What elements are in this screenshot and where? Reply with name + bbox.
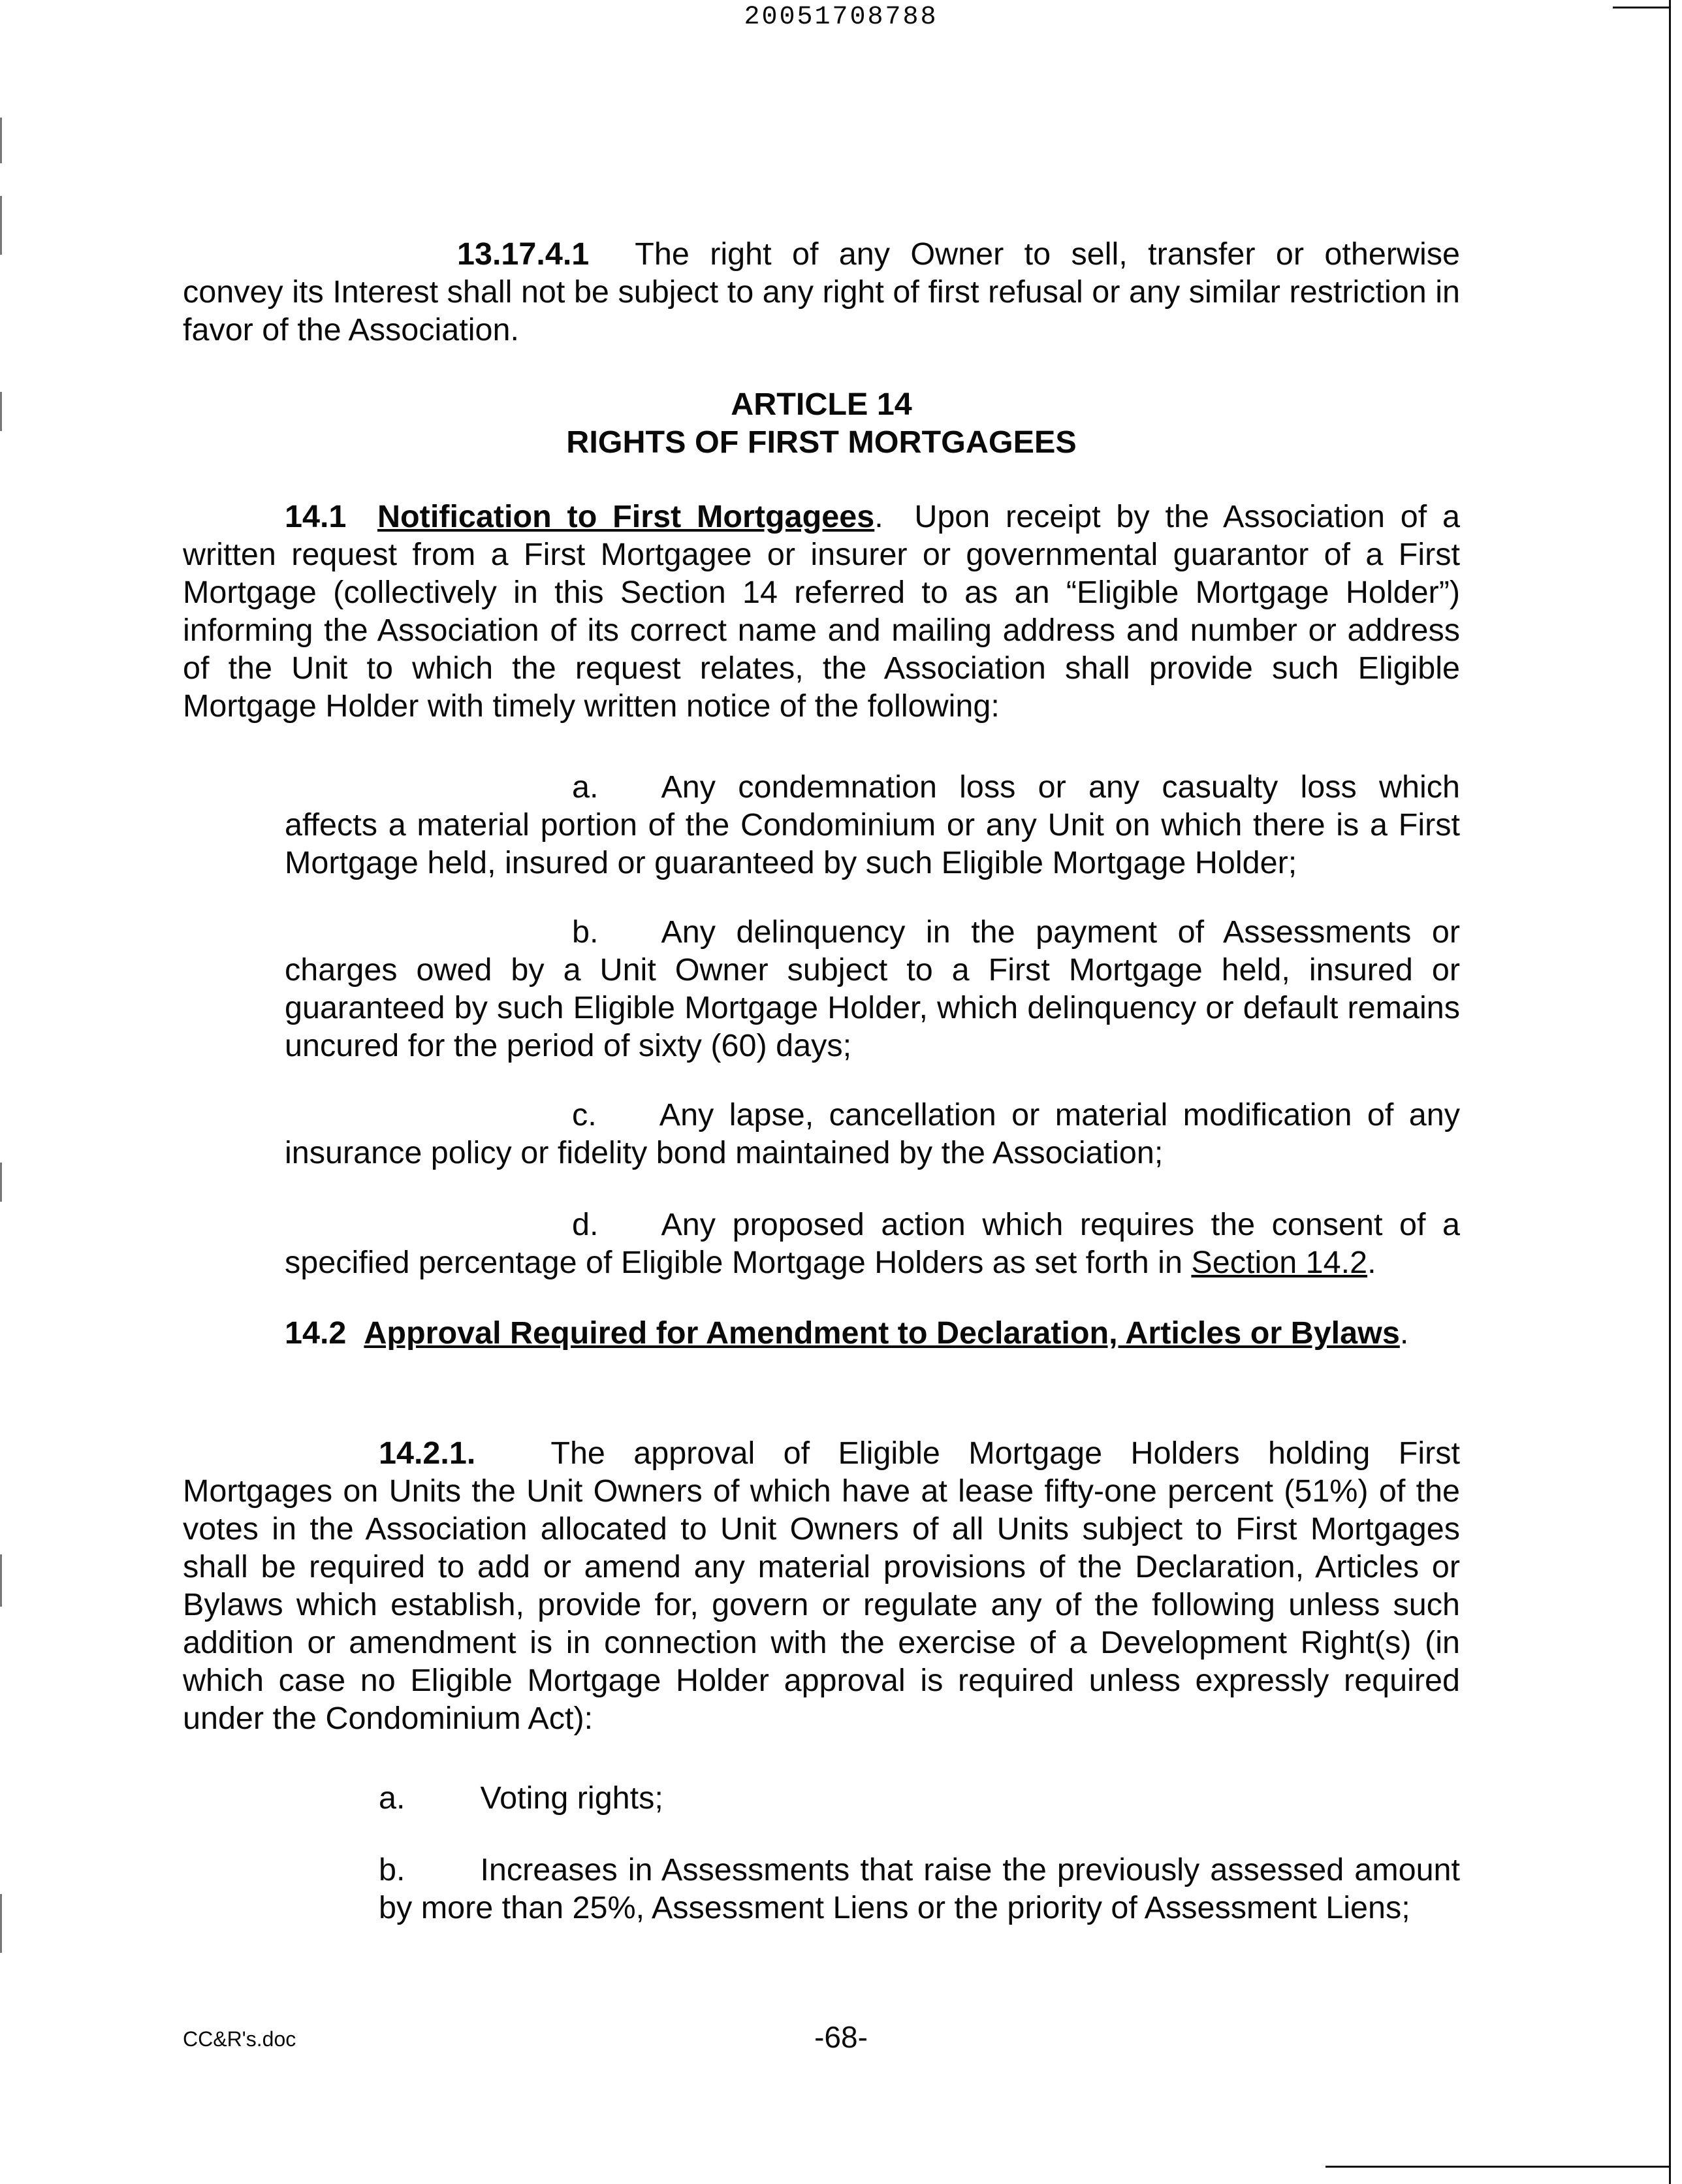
document-id: 20051708788	[744, 3, 938, 32]
scan-mark	[0, 118, 2, 163]
section-heading: Notification to First Mortgagees	[377, 499, 875, 534]
list-item-14-1-d	[285, 1206, 1460, 1281]
section-number: 14.2	[285, 1315, 347, 1351]
paragraph-14-2-1	[183, 1434, 1460, 1737]
article-title: ARTICLE 14	[731, 387, 912, 422]
page-number: -68-	[814, 2020, 868, 2054]
section-number: 14.2.1.	[379, 1436, 476, 1471]
page-edge-bottom	[1325, 2166, 1670, 2168]
section-reference: Section 14.2	[1191, 1245, 1368, 1280]
section-text: The approval of Eligible Mortgage Holders holding First Mortgages on Units the Unit Owners of which have at lease fifty-one percent (51%) of the votes in the Association allocated to Unit Owners of all Units subject to First Mortgages shall be required to add or amend any material provisions of the Declaration, Articles or Bylaws which establish, provide for, govern or regulate any of the following unless such addition or amendment is in connection with the exercise of a Development Right(s) (in which case no Eligible Mortgage Holder approval is required unless expressly required under the Condominium Act):	[183, 1436, 1460, 1736]
section-number: 13.17.4.1	[457, 236, 590, 272]
list-item-14-2-1-b	[379, 1851, 1460, 1927]
scan-mark	[0, 1894, 2, 1953]
list-label: a.	[572, 769, 599, 805]
scan-mark	[0, 1163, 2, 1202]
list-item-14-1-c	[285, 1096, 1460, 1172]
scan-mark	[0, 196, 2, 255]
scan-mark	[0, 1554, 2, 1607]
list-label: b.	[572, 914, 599, 950]
section-text: The right of any Owner to sell, transfer or otherwise convey its Interest shall not be subject to any right of first refusal or any similar restriction in favor of the Association.	[183, 236, 1460, 347]
list-text: Any lapse, cancellation or material modification of any insurance policy or fidelity bond maintained by the Association;	[285, 1097, 1460, 1170]
list-item-14-2-1-a	[285, 1779, 1460, 1817]
list-label: b.	[379, 1852, 405, 1887]
section-number: 14.1	[285, 499, 347, 534]
list-label: d.	[572, 1207, 599, 1242]
list-label: a.	[379, 1780, 405, 1816]
list-text: Any condemnation loss or any casualty loss which affects a material portion of the Condominium or any Unit on which there is a First Mortgage held, insured or guaranteed by such Eligible Mortgage Holder;	[285, 769, 1460, 880]
heading-period: .	[1399, 1315, 1409, 1351]
list-text-end: .	[1367, 1245, 1376, 1280]
scan-mark	[0, 392, 2, 431]
list-text: Increases in Assessments that raise the previously assessed amount by more than 25%, Assessment Liens or the priority of Assessment Liens;	[379, 1852, 1460, 1925]
list-text: Any proposed action which requires the consent of a specified percentage of Eligible Mortgage Holders as set forth in	[285, 1207, 1460, 1280]
article-subtitle: RIGHTS OF FIRST MORTGAGEES	[566, 425, 1077, 460]
list-item-14-1-b	[285, 913, 1460, 1065]
heading-period: .	[874, 499, 883, 534]
section-text: Upon receipt by the Association of a written request from a First Mortgagee or insurer or governmental guarantor of a First Mortgage (collectively in this Section 14 referred to as an “Eligible Mortgage Holder”) informing the Association of its correct name and mailing address and number or address of the Unit to which the request relates, the Association shall provide such Eligible Mortgage Holder with timely written notice of the following:	[183, 499, 1461, 724]
page-edge-right	[1669, 0, 1671, 2184]
footer-filename: CC&R's.doc	[183, 2027, 296, 2051]
list-text: Voting rights;	[480, 1780, 663, 1816]
list-label: c.	[572, 1097, 597, 1132]
list-item-14-1-a	[285, 768, 1460, 882]
paragraph-14-2	[183, 1314, 1460, 1352]
list-text: Any delinquency in the payment of Assessments or charges owed by a Unit Owner subject to a First Mortgage held, insured or guaranteed by such Eligible Mortgage Holder, which delinquency or default remains uncured for the period of sixty (60) days;	[285, 914, 1460, 1063]
section-heading: Approval Required for Amendment to Declaration, Articles or Bylaws	[364, 1315, 1400, 1351]
paragraph-13-17-4-1	[183, 235, 1460, 349]
paragraph-14-1	[183, 498, 1460, 725]
